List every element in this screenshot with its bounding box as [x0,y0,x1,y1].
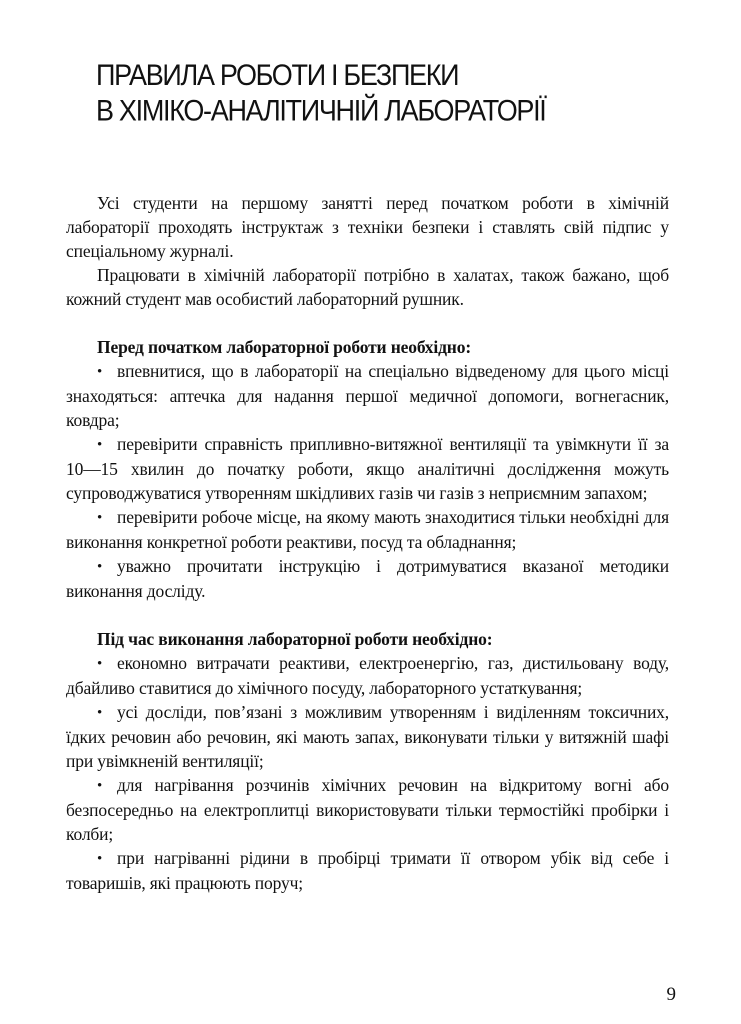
list-item [66,651,669,700]
list-item-text: впевнитися, що в лабораторії на спеціально відведеному для цього місці знаходяться: аптечка для надання першої медичної допомоги, вогнегасник, ковдра; [66,361,669,430]
section-heading-during-work: Під час виконання лабораторної роботи необхідно: [97,629,493,649]
bullet-icon: • [97,705,103,721]
intro-paragraph-2: Працювати в хімічній лабораторії потрібно в халатах, також бажано, щоб кожний студент мав особистий лабораторний рушник. [66,265,669,309]
list-item [66,359,669,432]
heading-line-1: ПРАВИЛА РОБОТИ І БЕЗПЕКИ [96,59,459,92]
intro-paragraph-1: Усі студенти на першому занятті перед початком роботи в хімічній лабораторії проходять інструктаж з техніки безпеки і ставлять свій підпис у спеціальному журналі. [66,193,669,261]
bullet-icon: • [97,656,103,672]
list-item [66,505,669,554]
list-item [66,432,669,505]
list-item-text: уважно прочитати інструкцію і дотримуватися вказаної методики виконання досліду. [66,556,669,601]
list-item-text: перевірити робоче місце, на якому мають знаходитися тільки необхідні для виконання конкретної роботи реактиви, посуд та обладнання; [66,507,669,552]
heading-line-2: В ХІМІКО-АНАЛІТИЧНІЙ ЛАБОРАТОРІЇ [96,94,546,128]
list-item-text: перевірити справність припливно-витяжної вентиляції та увімкнути її за 10—15 хвилин до початку роботи, якщо аналітичні дослідження можуть супроводжуватися утворенням шкідливих газів чи газів з неприємним запахом; [66,434,669,503]
list-item [66,846,669,895]
list-item-text: при нагріванні рідини в пробірці тримати її отвором убік від себе і товаришів, які працюють поруч; [66,848,669,893]
bullet-icon: • [97,851,103,867]
page-heading [96,58,696,129]
bullet-icon: • [97,559,103,575]
list-item-text: економно витрачати реактиви, електроенергію, газ, дистильовану воду, дбайливо ставитися до хімічного посуду, лабораторного устаткування; [66,653,669,698]
list-item [66,773,669,846]
list-item-text: для нагрівання розчинів хімічних речовин на відкритому вогні або безпосередньо на електроплитці використовувати тільки термостійкі пробірки і колби; [66,775,669,844]
bullet-icon: • [97,510,103,526]
bullet-icon: • [97,778,103,794]
list-item-text: усі досліди, пов’язані з можливим утворенням і виділенням токсичних, їдких речовин або речовин, які мають запах, виконувати тільки у витяжній шафі при увімкненій вентиляції; [66,702,669,771]
page-number: 9 [666,984,676,1005]
bullet-icon: • [97,364,103,380]
bullet-icon: • [97,437,103,453]
list-item [66,554,669,603]
document-body [66,191,669,895]
section-heading-before-work: Перед початком лабораторної роботи необхідно: [97,337,472,357]
list-item [66,700,669,773]
